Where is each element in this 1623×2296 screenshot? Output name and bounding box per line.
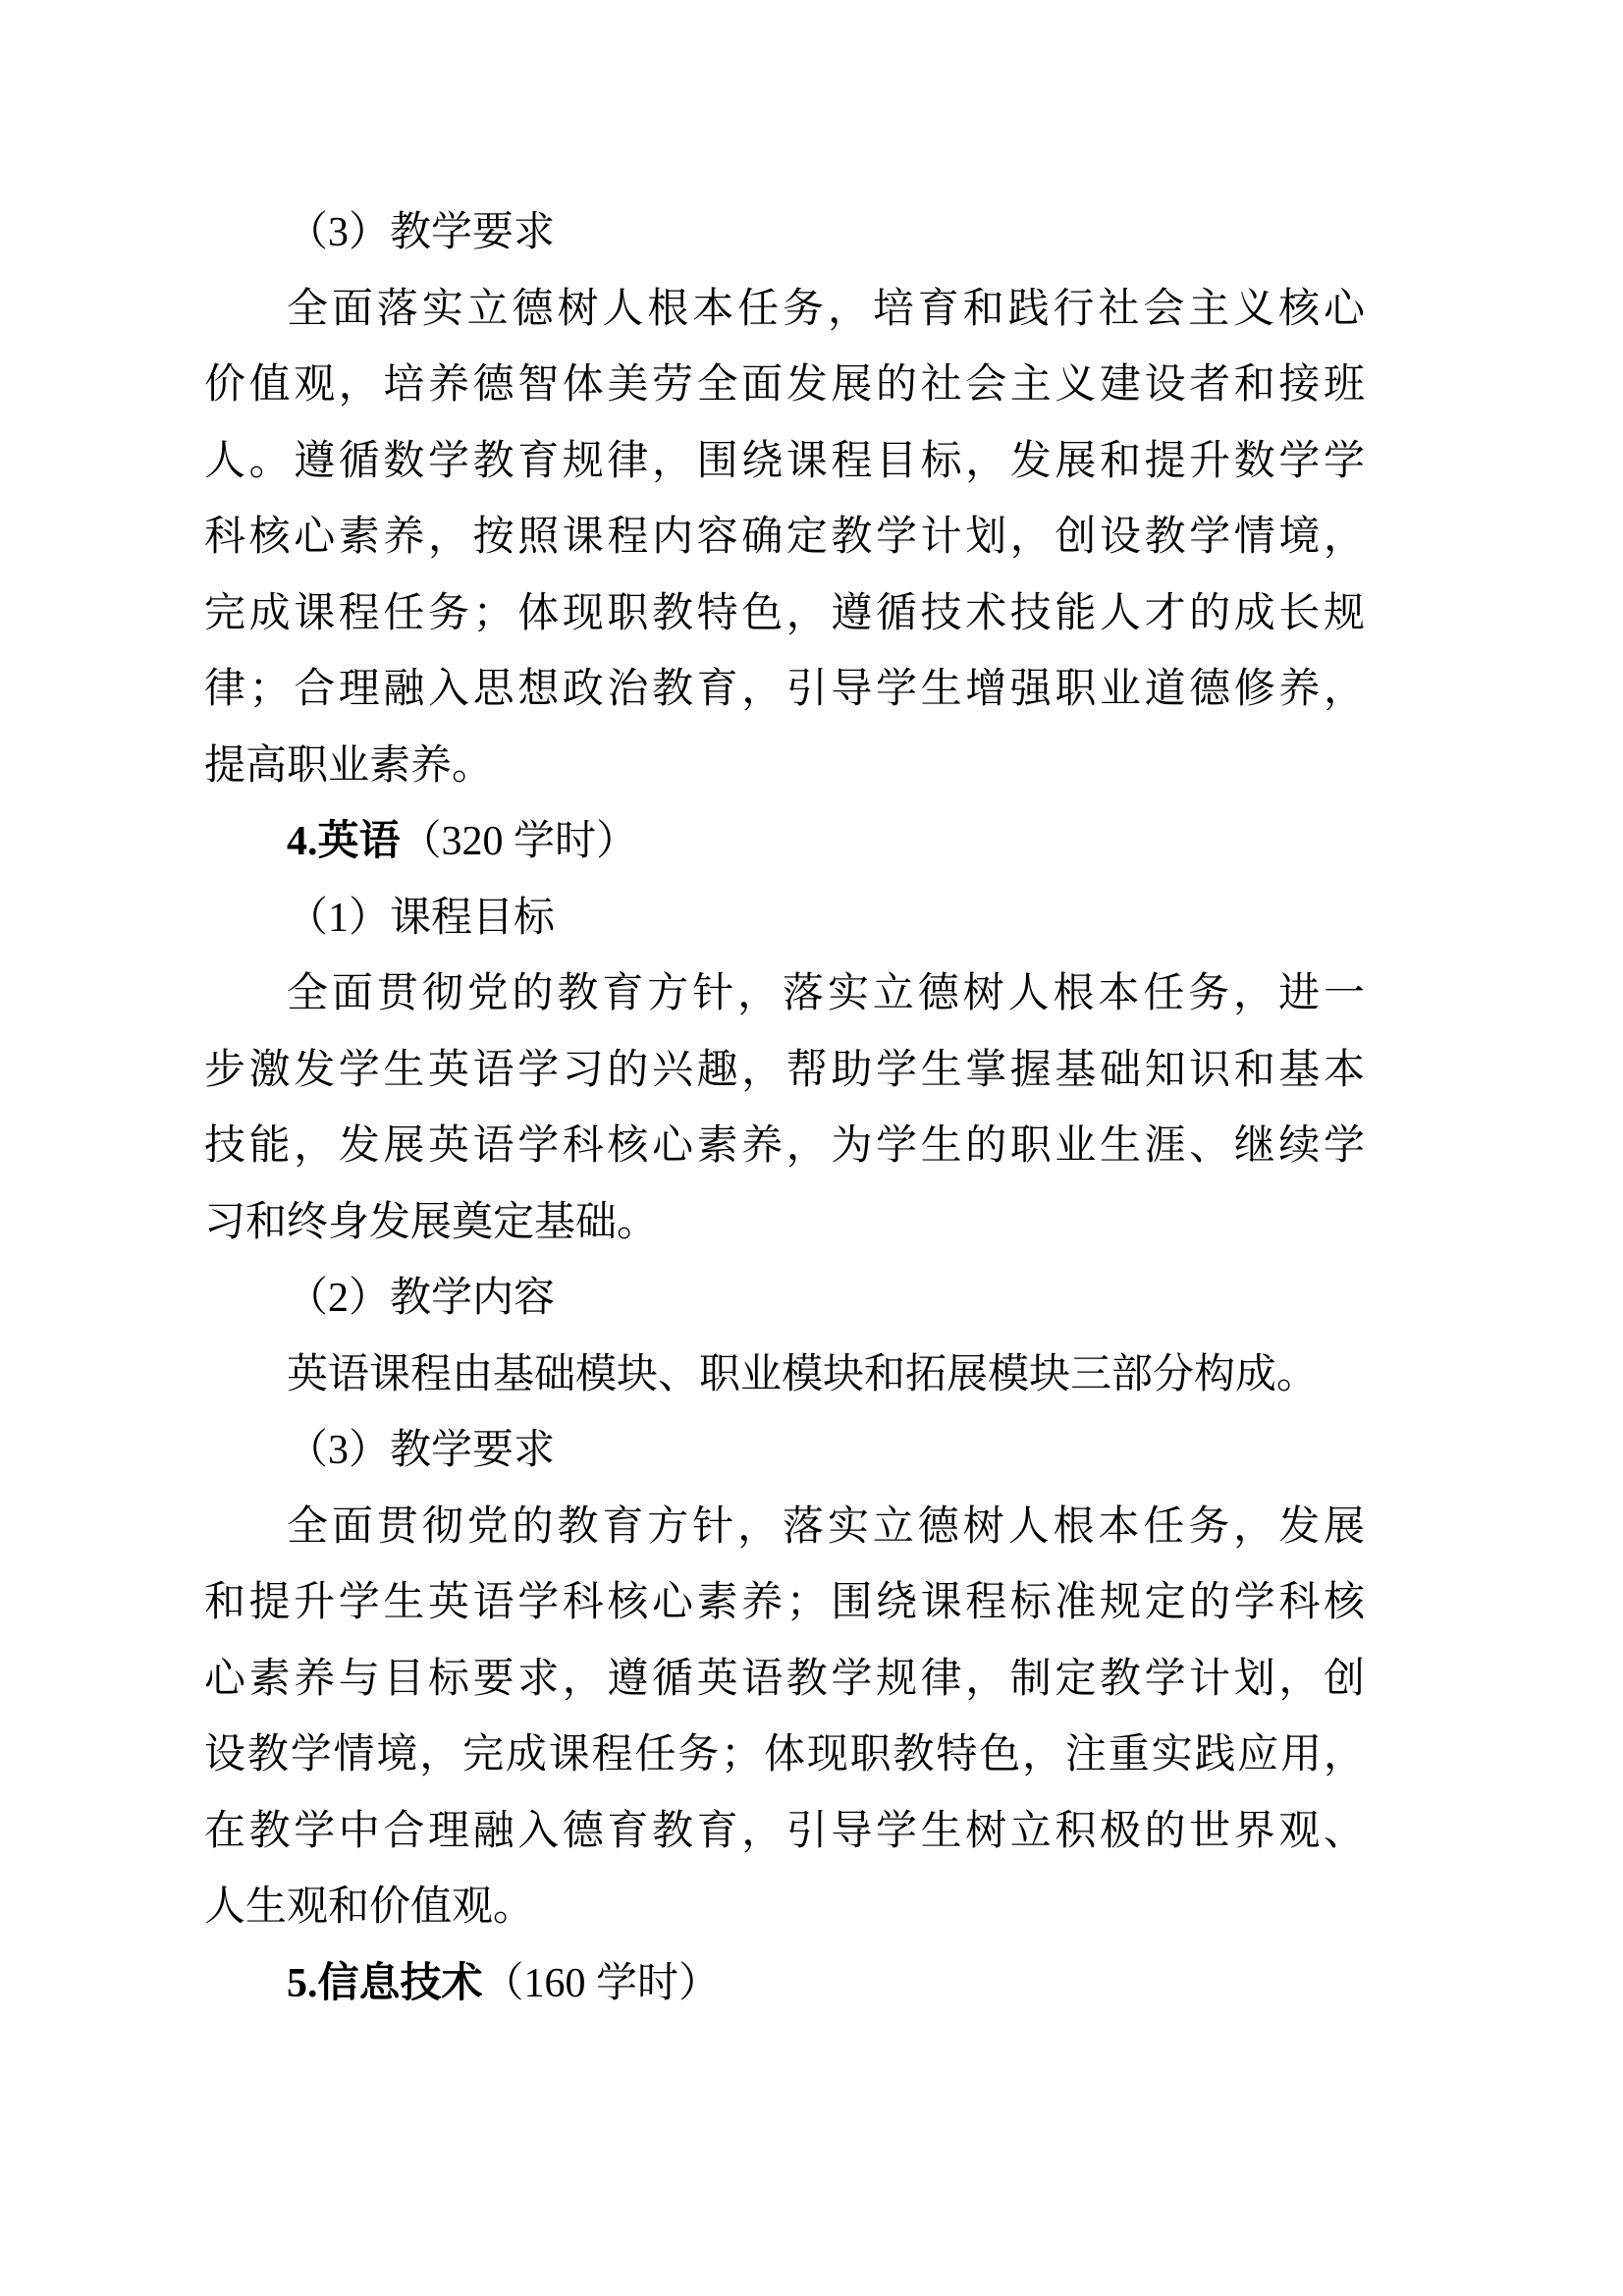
course-heading-hours: （160 学时） xyxy=(482,1960,721,2006)
body-text-line: 人。遵循数学教育规律，围绕课程目标，发展和提升数学学 xyxy=(204,438,1365,484)
body-text-line: 全面贯彻党的教育方针，落实立德树人根本任务，进一 xyxy=(287,971,1365,1016)
course-heading-line xyxy=(204,804,1365,881)
body-text-line: 和提升学生英语学科核心素养；围绕课程标准规定的学科核 xyxy=(204,1580,1365,1625)
section-heading-line: （1）课程目标 xyxy=(287,895,556,941)
body-text-line: 技能，发展英语学科核心素养，为学生的职业生涯、继续学 xyxy=(204,1123,1365,1169)
body-text-line: 习和终身发展奠定基础。 xyxy=(204,1199,659,1245)
body-text-line: 在教学中合理融入德育教育，引导学生树立积极的世界观、 xyxy=(204,1808,1365,1854)
body-text-line: 完成课程任务；体现职教特色，遵循技术技能人才的成长规 xyxy=(204,590,1365,636)
body-text-line: 人生观和价值观。 xyxy=(204,1885,535,1930)
body-text-line: 价值观，培养德智体美劳全面发展的社会主义建设者和接班 xyxy=(204,362,1365,408)
course-heading-line xyxy=(204,1946,1365,2023)
body-text-line: 步激发学生英语学习的兴趣，帮助学生掌握基础知识和基本 xyxy=(204,1047,1365,1093)
course-heading-title: 4.英语 xyxy=(287,819,401,864)
body-text-line: 科核心素养，按照课程内容确定教学计划，创设教学情境， xyxy=(204,515,1365,560)
body-text-line: 律；合理融入思想政治教育，引导学生增强职业道德修养， xyxy=(204,667,1365,712)
body-text-line: 英语课程由基础模块、职业模块和拓展模块三部分构成。 xyxy=(287,1351,1319,1397)
section-heading-line: （2）教学内容 xyxy=(287,1276,556,1321)
body-text-line: 设教学情境，完成课程任务；体现职教特色，注重实践应用， xyxy=(204,1732,1365,1777)
section-heading-line: （3）教学要求 xyxy=(287,210,556,255)
body-text-line: 提高职业素养。 xyxy=(204,742,494,789)
course-heading-hours: （320 学时） xyxy=(400,819,638,864)
body-text-line: 心素养与目标要求，遵循英语教学规律，制定教学计划，创 xyxy=(204,1656,1365,1702)
document-text-block xyxy=(204,195,1365,2022)
body-text-line: 全面贯彻党的教育方针，落实立德树人根本任务，发展 xyxy=(287,1503,1365,1550)
section-heading-line: （3）教学要求 xyxy=(287,1428,556,1473)
course-heading-title: 5.信息技术 xyxy=(287,1960,483,2006)
body-text-line: 全面落实立德树人根本任务，培育和践行社会主义核心 xyxy=(287,286,1365,332)
